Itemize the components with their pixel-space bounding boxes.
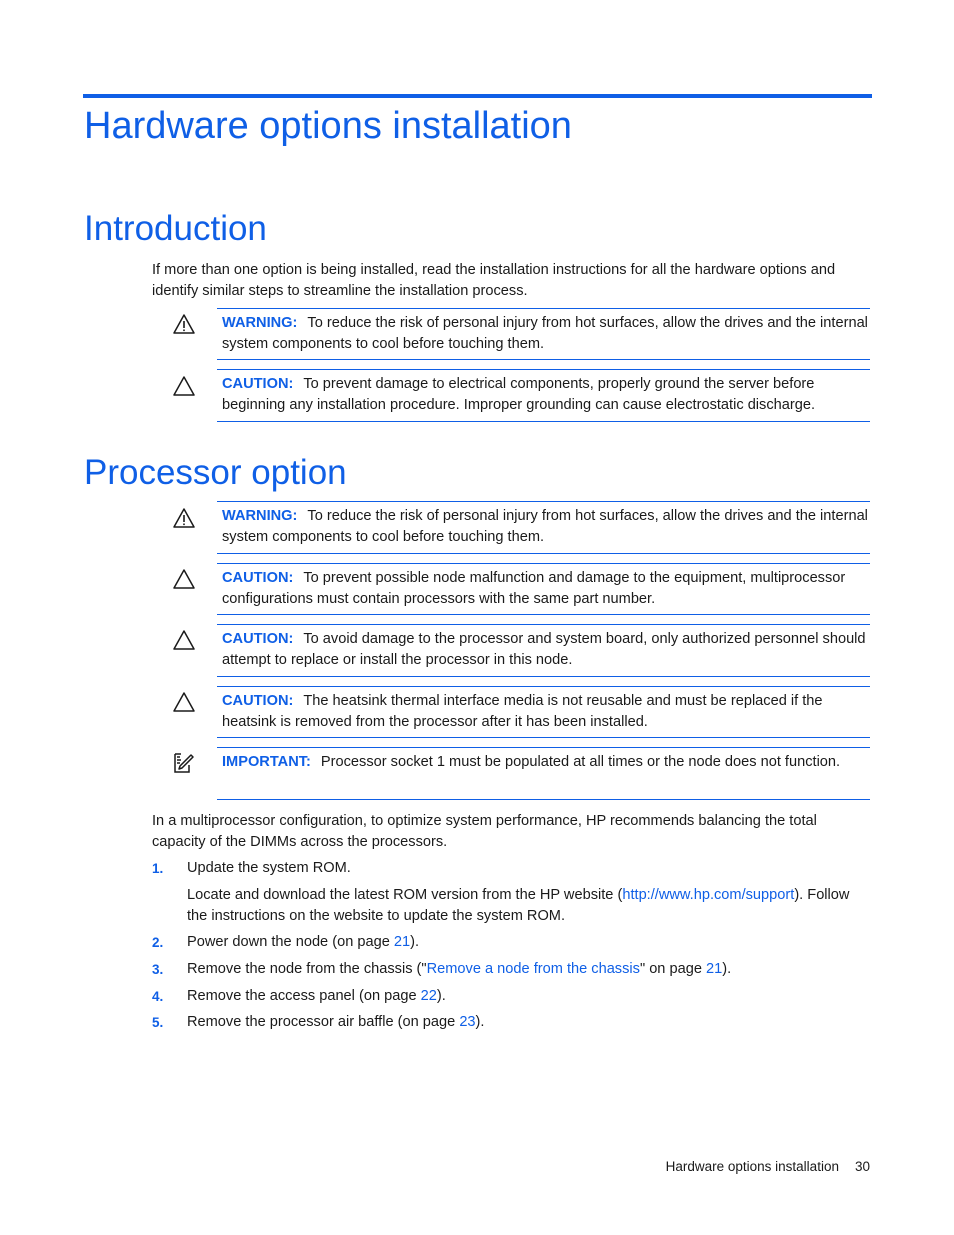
step-text: Update the system ROM. xyxy=(187,860,351,876)
notice-label: CAUTION: xyxy=(222,693,294,709)
step-number: 3. xyxy=(152,962,164,977)
notice-text: To prevent damage to electrical components, properly ground the server before beginning any installation procedure. Improper grounding can cause electrostatic discharge. xyxy=(222,376,816,413)
notice-label: WARNING: xyxy=(222,315,298,331)
step-number: 1. xyxy=(152,861,164,876)
page-footer xyxy=(666,1157,870,1177)
page-link[interactable]: 21 xyxy=(393,934,411,950)
notice-caution-processor-2 xyxy=(217,624,870,677)
intro-paragraph: If more than one option is being installed, read the installation instructions for all the hardware options and identify similar steps to streamline the installation process. xyxy=(152,262,836,299)
notice-text: To reduce the risk of personal injury from hot surfaces, allow the drives and the internal system components to cool before touching them. xyxy=(222,315,868,352)
notice-caution-intro xyxy=(217,369,870,422)
notice-text: To prevent possible node malfunction and damage to the equipment, multiprocessor configurations must contain processors with the same part number. xyxy=(222,570,846,607)
processor-paragraph: In a multiprocessor configuration, to optimize system performance, HP recommends balancing the total capacity of the DIMMs across the processors. xyxy=(152,813,817,850)
warning-icon xyxy=(172,312,196,336)
notice-text: To reduce the risk of personal injury from hot surfaces, allow the drives and the internal system components to cool before touching them. xyxy=(222,508,868,545)
step-text: Remove the node from the chassis ("Remove a node from the chassis" on page 21). xyxy=(187,961,732,977)
notice-text: Processor socket 1 must be populated at all times or the node does not function. xyxy=(320,754,841,770)
remove-node-link[interactable]: Remove a node from the chassis xyxy=(426,961,640,977)
footer-section: Hardware options installation xyxy=(665,1159,839,1174)
notice-text: The heatsink thermal interface media is not reusable and must be replaced if the heatsink is removed from the processor after it has been installed. xyxy=(222,693,823,730)
step-text: Remove the processor air baffle (on page 23). xyxy=(187,1014,485,1030)
step-number: 4. xyxy=(152,989,164,1004)
notice-label: IMPORTANT: xyxy=(222,754,311,770)
notice-warning-processor xyxy=(217,501,870,554)
caution-icon xyxy=(172,628,196,652)
notice-caution-processor-1 xyxy=(217,563,870,615)
page-link[interactable]: 21 xyxy=(706,961,723,977)
page-number: 30 xyxy=(854,1159,870,1174)
notice-label: WARNING: xyxy=(222,508,298,524)
hp-support-link[interactable]: http://www.hp.com/support xyxy=(622,887,795,903)
notice-label: CAUTION: xyxy=(222,376,294,392)
processor-heading: Processor option xyxy=(84,453,347,492)
page-link[interactable]: 22 xyxy=(420,988,437,1004)
notice-label: CAUTION: xyxy=(222,570,294,586)
warning-icon xyxy=(172,506,196,530)
caution-icon xyxy=(172,374,196,398)
step-detail: Locate and download the latest ROM version from the HP website (http://www.hp.com/support). Follow the instructions on the website to update the system ROM. xyxy=(187,887,850,924)
step-text: Remove the access panel (on page 22). xyxy=(187,988,446,1004)
notice-label: CAUTION: xyxy=(222,631,294,647)
important-icon xyxy=(172,751,196,775)
notice-warning-intro xyxy=(217,308,870,360)
chapter-title: Hardware options installation xyxy=(84,105,572,147)
notice-text: To avoid damage to the processor and system board, only authorized personnel should attempt to replace or install the processor in this node. xyxy=(222,631,866,668)
step-number: 2. xyxy=(152,935,164,950)
notice-important-processor xyxy=(217,747,870,800)
intro-heading: Introduction xyxy=(84,209,267,248)
caution-icon xyxy=(172,690,196,714)
step-text: Power down the node (on page 21). xyxy=(187,934,420,950)
notice-caution-processor-3 xyxy=(217,686,870,738)
caution-icon xyxy=(172,567,196,591)
chapter-rule xyxy=(83,94,872,98)
page-link[interactable]: 23 xyxy=(459,1014,476,1030)
step-number: 5. xyxy=(152,1015,164,1030)
